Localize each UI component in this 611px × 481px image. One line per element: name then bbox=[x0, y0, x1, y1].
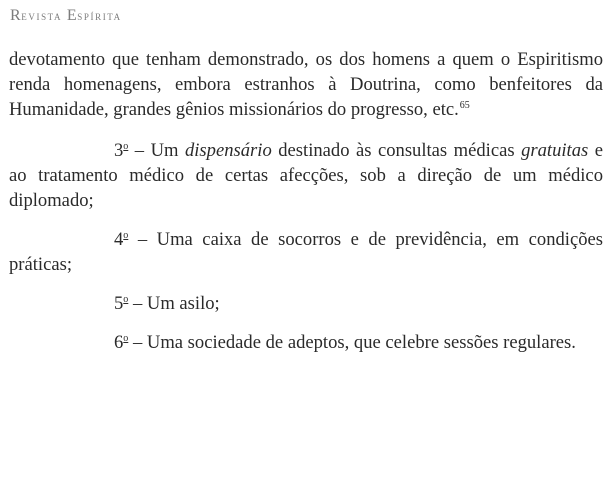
item-5-paragraph bbox=[9, 291, 603, 316]
running-head-rest-2: spírita bbox=[77, 9, 122, 23]
running-head-cap-2: E bbox=[66, 7, 78, 24]
item-3-italic-dispensario: dispensário bbox=[184, 140, 272, 161]
item-3-middle: destinado às consultas médicas bbox=[271, 140, 522, 161]
paragraph-continuation bbox=[9, 47, 603, 122]
item-6-text: – Uma sociedade de adeptos, que celebre sessões regulares. bbox=[128, 332, 576, 353]
running-head-rest-1: evista bbox=[21, 9, 63, 23]
item-6-ordinal: o bbox=[123, 332, 129, 344]
item-5-text: – Um asilo; bbox=[128, 293, 220, 314]
item-5-number: 5 bbox=[114, 293, 124, 314]
item-4-text: – Uma caixa de socorros e de previdência, em condições práticas; bbox=[9, 229, 603, 275]
item-5-ordinal: o bbox=[123, 293, 129, 305]
item-3-number: 3 bbox=[114, 140, 124, 161]
item-3-paragraph bbox=[9, 138, 603, 213]
item-3-italic-gratuitas: gratuitas bbox=[521, 140, 589, 161]
running-head bbox=[10, 7, 122, 25]
item-6-paragraph bbox=[9, 330, 603, 355]
item-6-number: 6 bbox=[114, 332, 124, 353]
item-3-rest: e ao tratamento médico de certas afecções, sob a direção de um médico diplomado; bbox=[9, 140, 603, 211]
item-4-paragraph bbox=[9, 227, 603, 277]
item-4-ordinal: o bbox=[123, 229, 129, 241]
item-4-number: 4 bbox=[114, 229, 124, 250]
running-head-cap-1: R bbox=[10, 7, 22, 24]
item-3-ordinal: o bbox=[123, 140, 129, 152]
footnote-marker[interactable]: 65 bbox=[459, 99, 470, 111]
paragraph-continuation-text: devotamento que tenham demonstrado, os dos homens a quem o Espiritismo renda homenagens, embora estranhos à Doutrina, como benfeitores da Humanidade, grandes gênios missionários do progresso, etc. bbox=[9, 49, 603, 120]
body-text bbox=[9, 47, 603, 369]
item-3-dash: – Um bbox=[128, 140, 185, 161]
